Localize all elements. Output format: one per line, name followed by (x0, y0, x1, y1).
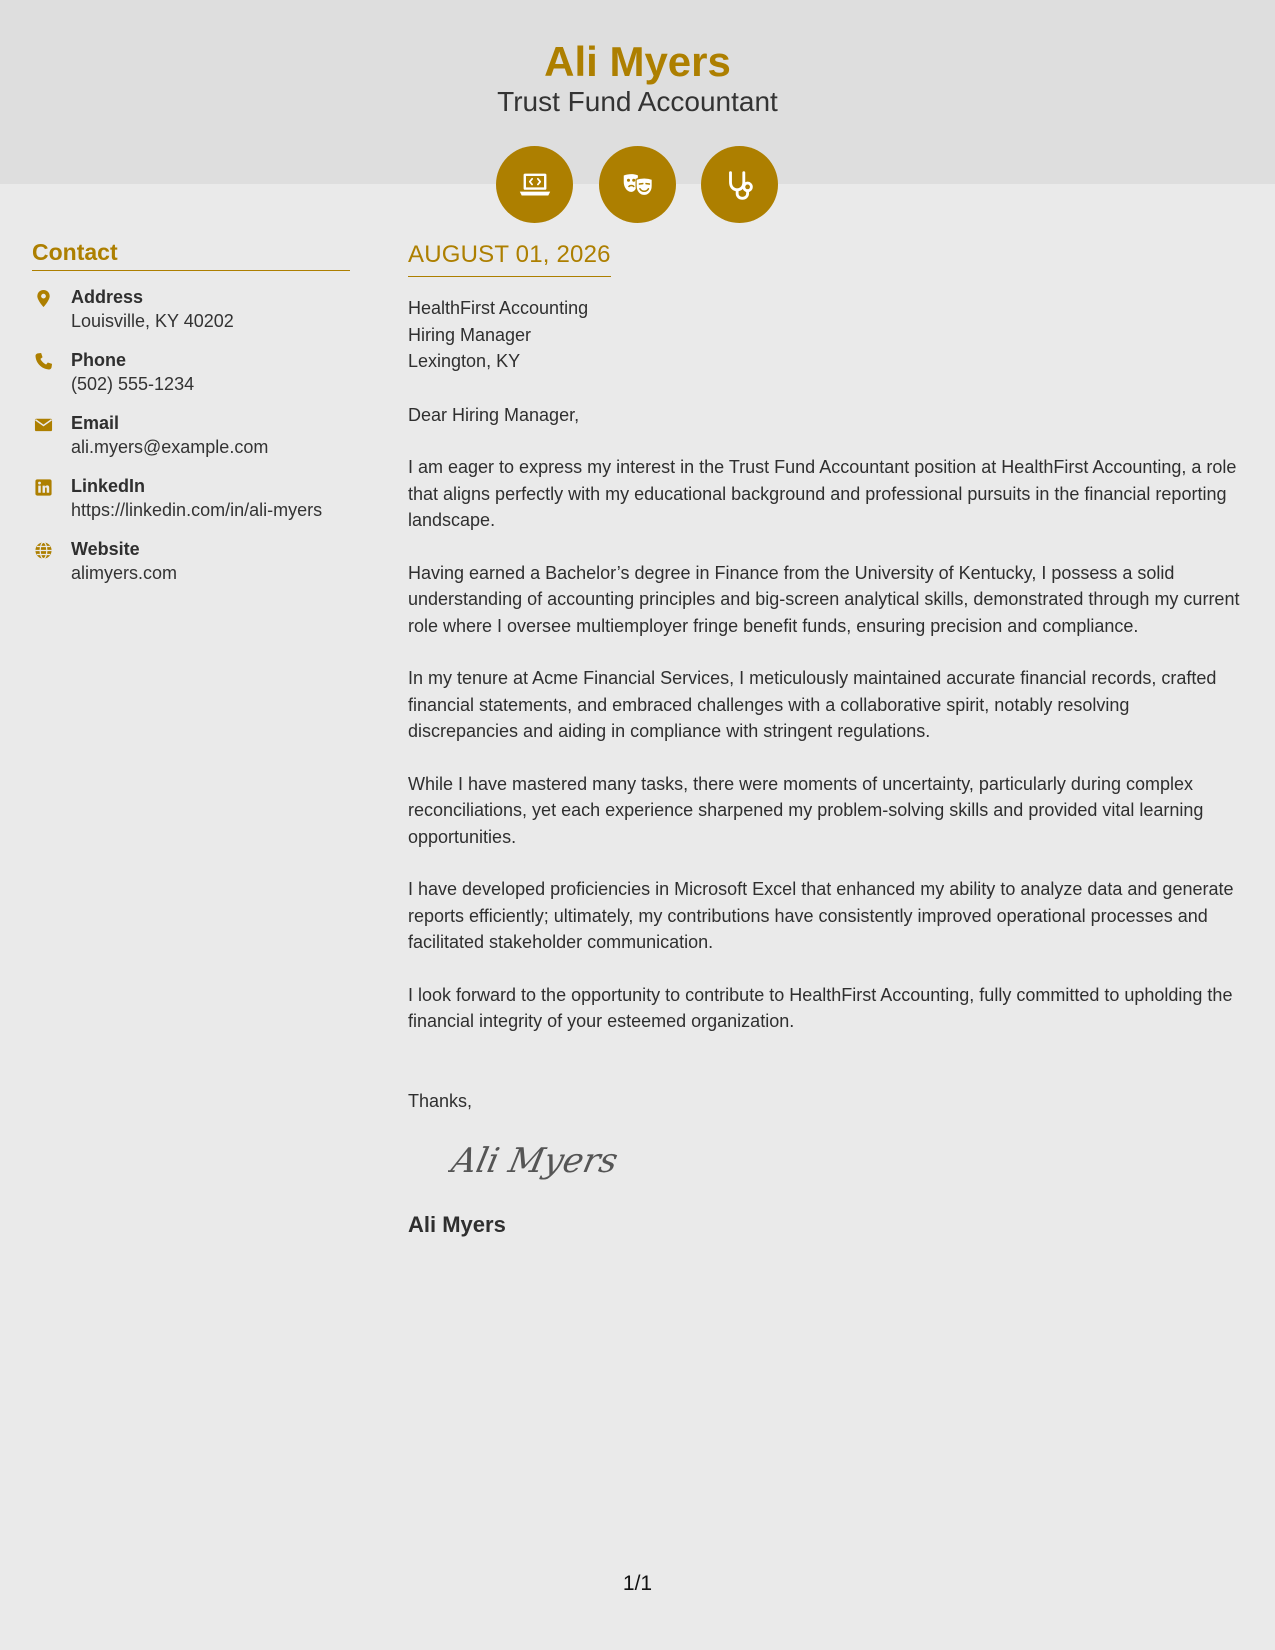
letter-paragraph: I am eager to express my interest in the Trust Fund Accountant position at HealthFirst Accounting, a role that aligns perfectly with my educational background and professional pursuits in the financial reporting landscape. (408, 457, 1237, 530)
contact-item-address (32, 285, 350, 348)
letter-paragraph: Having earned a Bachelor’s degree in Finance from the University of Kentucky, I possess a solid understanding of accounting principles and big-screen analytical skills, demonstrated through my current role where I oversee multiemployer fringe benefit funds, ensuring precision and compliance. (408, 562, 1240, 636)
location-pin-icon (34, 289, 53, 308)
letter-paragraph: While I have mastered many tasks, there were moments of uncertainty, particularly during complex reconciliations, yet each experience sharpened my problem-solving skills and provided vital learning opportunities. (408, 773, 1204, 847)
envelope-icon (34, 415, 53, 434)
contact-label: Email (71, 413, 120, 433)
svg-text:Ali Myers: Ali Myers (448, 1141, 622, 1181)
contact-item-linkedin (32, 474, 350, 537)
closing: Thanks, (408, 1090, 473, 1111)
recipient-location: Lexington, KY (408, 351, 521, 371)
recipient-block (408, 295, 1243, 375)
contact-heading: Contact (32, 238, 350, 271)
recipient-role: Hiring Manager (408, 324, 532, 345)
globe-icon (34, 541, 53, 560)
contact-label: Phone (71, 350, 127, 370)
contact-item-phone (32, 348, 350, 411)
laptop-code-icon (496, 146, 573, 223)
recipient-company: HealthFirst Accounting (408, 298, 589, 318)
letter-paragraph: I have developed proficiencies in Microsoft Excel that enhanced my ability to analyze data and generate reports efficiently; ultimately, my contributions have consistently improved operational processes and facilitated stakeholder communication. (408, 879, 1234, 952)
page-number: 1/1 (622, 1572, 653, 1595)
address-value: Louisville, KY 40202 (71, 311, 234, 331)
letter-body (408, 240, 1243, 1239)
contact-label: LinkedIn (71, 476, 146, 496)
contact-sidebar (32, 238, 350, 600)
letter-date: AUGUST 01, 2026 (408, 240, 611, 277)
letter-paragraph: In my tenure at Acme Financial Services, I meticulously maintained accurate financial records, crafted financial statements, and embraced challenges with a collaborative spirit, notably resolving discrepancies and aiding in compliance with stringent regulations. (408, 668, 1217, 741)
contact-item-website (32, 537, 350, 600)
signer-name: Ali Myers (408, 1212, 506, 1237)
website-link[interactable]: alimyers.com (71, 563, 178, 583)
stethoscope-icon (701, 146, 778, 223)
job-title: Trust Fund Accountant (497, 86, 778, 117)
applicant-name: Ali Myers (544, 38, 731, 85)
contact-list (32, 285, 350, 600)
contact-item-email (32, 411, 350, 474)
email-link[interactable]: ali.myers@example.com (71, 437, 269, 457)
interest-icons (0, 146, 1275, 223)
contact-label: Address (71, 287, 144, 307)
theater-masks-icon (599, 146, 676, 223)
phone-value: (502) 555-1234 (71, 374, 195, 394)
handwritten-signature (448, 1134, 648, 1186)
linkedin-icon (34, 478, 53, 497)
contact-label: Website (71, 539, 140, 559)
linkedin-link[interactable]: https://linkedin.com/in/ali-myers (71, 500, 323, 520)
phone-icon (34, 352, 53, 371)
salutation: Dear Hiring Manager, (408, 404, 580, 425)
letter-paragraph: I look forward to the opportunity to contribute to HealthFirst Accounting, fully committed to upholding the financial integrity of your esteemed organization. (408, 984, 1233, 1031)
